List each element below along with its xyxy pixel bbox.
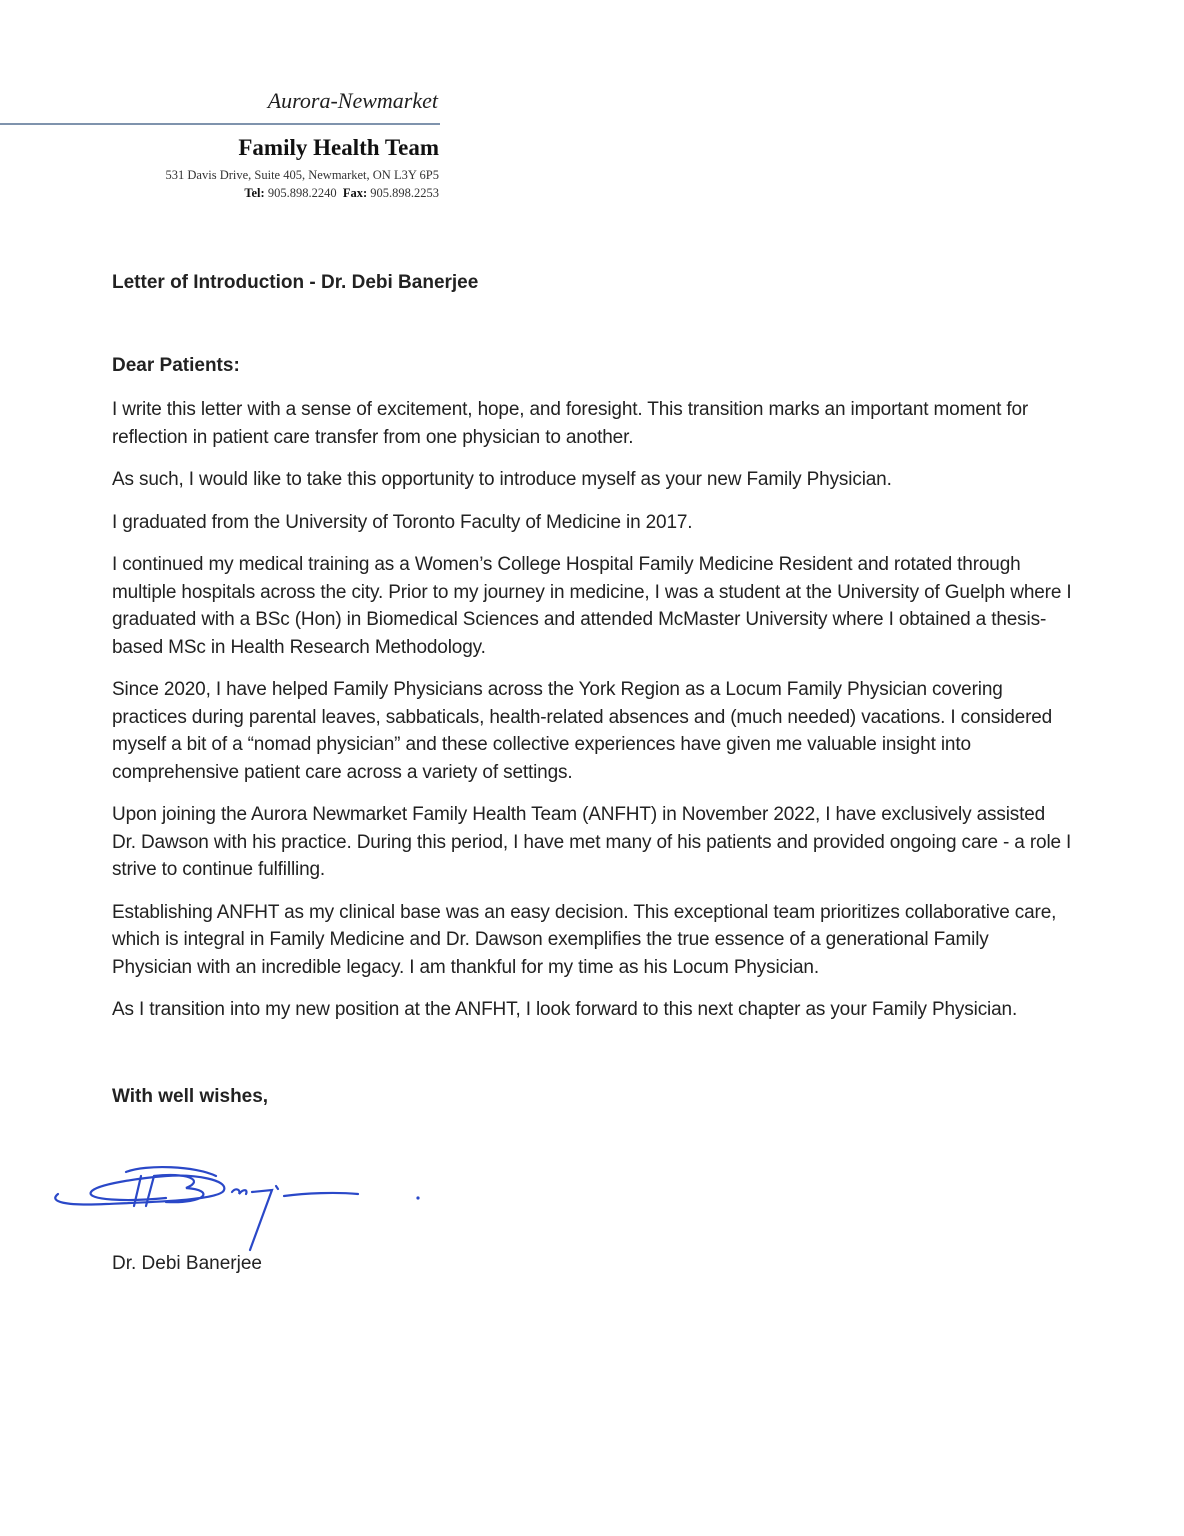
fax-label: Fax: xyxy=(342,186,368,200)
paragraph: Establishing ANFHT as my clinical base was an easy decision. This exceptional team prioritizes collaborative care, which is integral in Family Medicine and Dr. Dawson exemplifies the true essence of a generational Family Physician with an incredible legacy. I am thankful for my time as his Locum Physician. xyxy=(112,901,1057,978)
letter-body xyxy=(112,272,1072,1108)
organization-name-line2: Family Health Team xyxy=(238,135,439,160)
salutation: Dear Patients: xyxy=(112,355,240,376)
letter-subject: Letter of Introduction - Dr. Debi Banerjee xyxy=(112,272,479,293)
paragraph: As I transition into my new position at the ANFHT, I look forward to this next chapter as your Family Physician. xyxy=(112,999,1018,1020)
letterhead-divider xyxy=(0,123,440,125)
paragraph: As such, I would like to take this opportunity to introduce myself as your new Family Physician. xyxy=(112,469,892,490)
signature-icon xyxy=(46,1162,436,1262)
organization-name-line1: Aurora-Newmarket xyxy=(267,88,438,113)
signer-name: Dr. Debi Banerjee xyxy=(112,1253,262,1274)
fax-number: 905.898.2253 xyxy=(370,186,439,200)
paragraph: I write this letter with a sense of excitement, hope, and foresight. This transition marks an important moment for reflection in patient care transfer from one physician to another. xyxy=(112,399,1029,448)
organization-contact xyxy=(244,186,439,201)
tel-number: 905.898.2240 xyxy=(267,186,337,200)
paragraph: I graduated from the University of Toronto Faculty of Medicine in 2017. xyxy=(112,511,693,533)
paragraph: I continued my medical training as a Women’s College Hospital Family Medicine Resident and rotated through multiple hospitals across the city. Prior to my journey in medicine, I was a student at the University of Guelph where I graduated with a BSc (Hon) in Biomedical Sciences and attended McMaster University where I obtained a thesis-based MSc in Health Research Methodology. xyxy=(112,554,1072,658)
closing: With well wishes, xyxy=(112,1085,269,1107)
organization-address: 531 Davis Drive, Suite 405, Newmarket, ON L3Y 6P5 xyxy=(165,168,439,182)
paragraph: Since 2020, I have helped Family Physicians across the York Region as a Locum Family Physician covering practices during parental leaves, sabbaticals, health-related absences and (much needed) vacations. I considered myself a bit of a “nomad physician” and these collective experiences have given me valuable insight into comprehensive patient care across a variety of settings. xyxy=(112,679,1053,783)
paragraph: Upon joining the Aurora Newmarket Family Health Team (ANFHT) in November 2022, I have exclusively assisted Dr. Dawson with his practice. During this period, I have met many of his patients and provided ongoing care - a role I strive to continue fulfilling. xyxy=(112,804,1072,880)
tel-label: Tel: xyxy=(244,186,265,200)
